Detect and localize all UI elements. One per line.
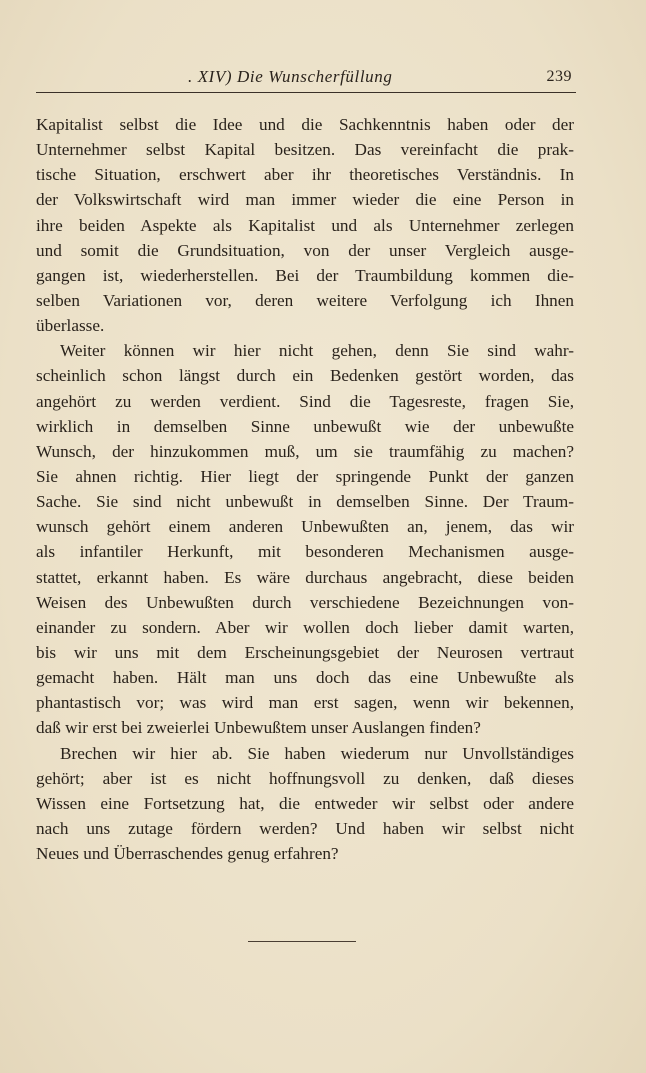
text-line: der Volkswirtschaft wird man immer wieder die eine Person in	[36, 190, 574, 210]
text-line: als infantiler Herkunft, mit besonderen Mechanismen ausge-	[36, 542, 574, 562]
text-line: Brechen wir hier ab. Sie haben wiederum nur Unvollständiges	[60, 743, 574, 763]
text-line: Weiter können wir hier nicht gehen, denn Sie sind wahr-	[60, 341, 574, 361]
text-line: wirklich in demselben Sinne unbewußt wie der unbewußte	[36, 416, 574, 436]
text-line: Unternehmer selbst Kapital besitzen. Das vereinfacht die prak-	[36, 140, 574, 160]
text-line: gemacht haben. Hält man uns doch das eine Unbewußte als	[36, 668, 574, 688]
text-line: tische Situation, erschwert aber ihr theoretisches Verständnis. In	[36, 165, 574, 185]
text-line: einander zu sondern. Aber wir wollen doch lieber damit warten,	[36, 617, 574, 637]
text-line: gangen ist, wiederherstellen. Bei der Traumbildung kommen die-	[36, 265, 574, 285]
text-line: selben Variationen vor, deren weitere Verfolgung ich Ihnen	[36, 290, 574, 310]
text-line: bis wir uns mit dem Erscheinungsgebiet der Neurosen vertraut	[36, 642, 574, 662]
text-line: gehört; aber ist es nicht hoffnungsvoll zu denken, daß dieses	[36, 768, 574, 788]
text-line: ihre beiden Aspekte als Kapitalist und als Unternehmer zerlegen	[36, 215, 574, 235]
body-text	[36, 112, 574, 866]
text-line: scheinlich schon längst durch ein Bedenken gestört worden, das	[36, 366, 574, 386]
text-line: angehört zu werden verdient. Sind die Tagesreste, fragen Sie,	[36, 391, 574, 411]
running-head	[36, 62, 576, 93]
text-line: nach uns zutage fördern werden? Und haben wir selbst nicht	[36, 818, 574, 838]
text-line: Wunsch, der hinzukommen muß, um sie traumfähig zu machen?	[36, 441, 574, 461]
text-line: Wissen eine Fortsetzung hat, die entweder wir selbst oder andere	[36, 793, 574, 813]
text-line: Sie ahnen richtig. Hier liegt der springende Punkt der ganzen	[36, 466, 574, 486]
text-line: daß wir erst bei zweierlei Unbewußtem unser Auslangen finden?	[36, 718, 481, 738]
chapter-title: . XIV) Die Wunscherfüllung	[188, 67, 393, 86]
section-end-rule	[248, 941, 356, 942]
text-line: und somit die Grundsituation, von der unser Vergleich ausge-	[36, 240, 574, 260]
text-line: phantastisch vor; was wird man erst sagen, wenn wir bekennen,	[36, 693, 574, 713]
text-line: Sache. Sie sind nicht unbewußt in demselben Sinne. Der Traum-	[36, 492, 574, 512]
text-line: wunsch gehört einem anderen Unbewußten an, jenem, das wir	[36, 517, 574, 537]
page-number: 239	[546, 68, 572, 85]
text-line: stattet, erkannt haben. Es wäre durchaus angebracht, diese beiden	[36, 567, 574, 587]
text-line: Weisen des Unbewußten durch verschiedene Bezeichnungen von-	[36, 592, 574, 612]
text-line: überlasse.	[36, 316, 105, 336]
text-line: Neues und Überraschendes genug erfahren?	[36, 844, 339, 864]
text-line: Kapitalist selbst die Idee und die Sachkenntnis haben oder der	[36, 115, 574, 134]
